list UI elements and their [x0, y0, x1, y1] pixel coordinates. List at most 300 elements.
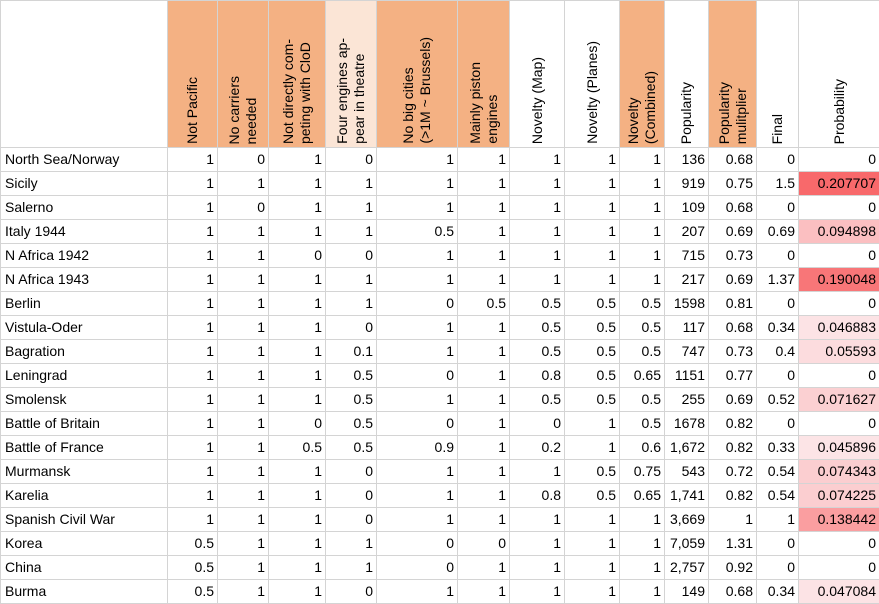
- column-header-no-big-cities[interactable]: [377, 1, 458, 148]
- cell-not-competing[interactable]: 1: [269, 556, 326, 580]
- table-row: [1, 292, 879, 316]
- cell-no-carriers[interactable]: 1: [218, 508, 269, 532]
- cell-four-engines[interactable]: 0: [326, 508, 377, 532]
- cell-no-big-cities[interactable]: 0.5: [377, 220, 458, 244]
- cell-no-big-cities[interactable]: 1: [377, 388, 458, 412]
- cell-popularity[interactable]: 747: [665, 340, 709, 364]
- cell-four-engines[interactable]: 0: [326, 244, 377, 268]
- cell-piston[interactable]: 1: [458, 364, 510, 388]
- row-name-cell[interactable]: Vistula-Oder: [1, 316, 168, 340]
- cell-final[interactable]: 0: [757, 364, 799, 388]
- cell-four-engines[interactable]: 0.5: [326, 412, 377, 436]
- cell-no-big-cities[interactable]: 1: [377, 340, 458, 364]
- cell-pop-mult[interactable]: 0.69: [709, 220, 757, 244]
- cell-novelty-map[interactable]: 0.5: [510, 340, 565, 364]
- cell-novelty-map[interactable]: 0.8: [510, 364, 565, 388]
- cell-no-carriers[interactable]: 1: [218, 220, 269, 244]
- cell-novelty-combined[interactable]: 1: [620, 268, 665, 292]
- cell-pop-mult[interactable]: 0.82: [709, 484, 757, 508]
- cell-final[interactable]: 0.34: [757, 316, 799, 340]
- cell-piston[interactable]: 1: [458, 268, 510, 292]
- cell-four-engines[interactable]: 0.5: [326, 364, 377, 388]
- row-name-cell[interactable]: Burma: [1, 580, 168, 604]
- column-header-pop-mult[interactable]: [709, 1, 757, 148]
- cell-not-pacific[interactable]: 1: [168, 172, 218, 196]
- cell-popularity[interactable]: 217: [665, 268, 709, 292]
- cell-novelty-map[interactable]: 0.8: [510, 484, 565, 508]
- table-row: [1, 436, 879, 460]
- cell-popularity[interactable]: 207: [665, 220, 709, 244]
- column-header-piston[interactable]: [458, 1, 510, 148]
- cell-no-big-cities[interactable]: 1: [377, 244, 458, 268]
- cell-novelty-combined[interactable]: 1: [620, 556, 665, 580]
- table-row: [1, 580, 879, 604]
- cell-popularity[interactable]: 543: [665, 460, 709, 484]
- column-header-label: engines: [484, 62, 501, 144]
- cell-not-competing[interactable]: 1: [269, 508, 326, 532]
- cell-not-pacific[interactable]: 0.5: [168, 580, 218, 604]
- cell-novelty-combined[interactable]: 0.5: [620, 316, 665, 340]
- cell-four-engines[interactable]: 1: [326, 292, 377, 316]
- cell-popularity[interactable]: 1,672: [665, 436, 709, 460]
- cell-no-big-cities[interactable]: 1: [377, 508, 458, 532]
- cell-novelty-planes[interactable]: 1: [565, 148, 620, 172]
- cell-four-engines[interactable]: 0: [326, 580, 377, 604]
- cell-four-engines[interactable]: 1: [326, 532, 377, 556]
- cell-novelty-combined[interactable]: 1: [620, 532, 665, 556]
- cell-pop-mult[interactable]: 0.75: [709, 172, 757, 196]
- cell-not-competing[interactable]: 1: [269, 388, 326, 412]
- cell-probability[interactable]: 0.046883: [799, 316, 879, 340]
- column-header-label: No carriers: [226, 76, 243, 144]
- cell-novelty-map[interactable]: 1: [510, 580, 565, 604]
- cell-probability[interactable]: 0: [799, 364, 879, 388]
- cell-no-big-cities[interactable]: 0: [377, 292, 458, 316]
- cell-final[interactable]: 0.4: [757, 340, 799, 364]
- cell-popularity[interactable]: 1,741: [665, 484, 709, 508]
- cell-no-big-cities[interactable]: 1: [377, 172, 458, 196]
- cell-final[interactable]: 0.69: [757, 220, 799, 244]
- cell-four-engines[interactable]: 0: [326, 148, 377, 172]
- cell-not-pacific[interactable]: 1: [168, 412, 218, 436]
- cell-final[interactable]: 0: [757, 244, 799, 268]
- cell-novelty-planes[interactable]: 1: [565, 436, 620, 460]
- cell-no-big-cities[interactable]: 1: [377, 148, 458, 172]
- column-header-novelty-map[interactable]: [510, 1, 565, 148]
- cell-piston[interactable]: 0: [458, 532, 510, 556]
- cell-not-competing[interactable]: 1: [269, 148, 326, 172]
- cell-novelty-combined[interactable]: 0.75: [620, 460, 665, 484]
- column-header-label: Novelty (Planes): [584, 41, 601, 144]
- cell-piston[interactable]: 1: [458, 580, 510, 604]
- column-header-label: Not Pacific: [184, 77, 201, 144]
- cell-no-big-cities[interactable]: 0: [377, 364, 458, 388]
- column-header-final[interactable]: [757, 1, 799, 148]
- cell-novelty-planes[interactable]: 1: [565, 580, 620, 604]
- cell-not-competing[interactable]: 0: [269, 412, 326, 436]
- cell-pop-mult[interactable]: 0.82: [709, 436, 757, 460]
- cell-probability[interactable]: 0.074343: [799, 460, 879, 484]
- cell-novelty-map[interactable]: 1: [510, 556, 565, 580]
- cell-probability[interactable]: 0.190048: [799, 268, 879, 292]
- column-header-not-competing[interactable]: [269, 1, 326, 148]
- cell-not-pacific[interactable]: 1: [168, 220, 218, 244]
- cell-novelty-combined[interactable]: 1: [620, 220, 665, 244]
- row-name-cell[interactable]: Smolensk: [1, 388, 168, 412]
- cell-no-carriers[interactable]: 1: [218, 436, 269, 460]
- cell-novelty-map[interactable]: 0.2: [510, 436, 565, 460]
- cell-not-competing[interactable]: 0: [269, 244, 326, 268]
- cell-probability[interactable]: 0.074225: [799, 484, 879, 508]
- cell-probability[interactable]: 0: [799, 244, 879, 268]
- cell-not-competing[interactable]: 1: [269, 292, 326, 316]
- row-name-cell[interactable]: Karelia: [1, 484, 168, 508]
- cell-four-engines[interactable]: 0.5: [326, 436, 377, 460]
- cell-no-carriers[interactable]: 1: [218, 364, 269, 388]
- cell-probability[interactable]: 0: [799, 148, 879, 172]
- cell-no-carriers[interactable]: 1: [218, 580, 269, 604]
- cell-piston[interactable]: 1: [458, 412, 510, 436]
- cell-novelty-map[interactable]: 0.5: [510, 388, 565, 412]
- cell-probability[interactable]: 0: [799, 412, 879, 436]
- cell-piston[interactable]: 1: [458, 148, 510, 172]
- cell-probability[interactable]: 0.05593: [799, 340, 879, 364]
- cell-not-competing[interactable]: 1: [269, 364, 326, 388]
- cell-piston[interactable]: 1: [458, 172, 510, 196]
- column-header-label: (Combined): [642, 71, 659, 144]
- cell-four-engines[interactable]: 0.1: [326, 340, 377, 364]
- cell-four-engines[interactable]: 1: [326, 172, 377, 196]
- row-name-cell[interactable]: Bagration: [1, 340, 168, 364]
- cell-novelty-map[interactable]: 1: [510, 268, 565, 292]
- cell-not-competing[interactable]: 1: [269, 580, 326, 604]
- cell-final[interactable]: 0.52: [757, 388, 799, 412]
- cell-popularity[interactable]: 1598: [665, 292, 709, 316]
- cell-probability[interactable]: 0: [799, 556, 879, 580]
- cell-popularity[interactable]: 1678: [665, 412, 709, 436]
- cell-no-carriers[interactable]: 1: [218, 484, 269, 508]
- cell-piston[interactable]: 1: [458, 388, 510, 412]
- cell-popularity[interactable]: 117: [665, 316, 709, 340]
- cell-novelty-combined[interactable]: 0.5: [620, 388, 665, 412]
- cell-pop-mult[interactable]: 0.73: [709, 244, 757, 268]
- row-name-cell[interactable]: China: [1, 556, 168, 580]
- cell-not-pacific[interactable]: 1: [168, 196, 218, 220]
- cell-popularity[interactable]: 715: [665, 244, 709, 268]
- cell-novelty-planes[interactable]: 0.5: [565, 316, 620, 340]
- cell-not-pacific[interactable]: 1: [168, 292, 218, 316]
- row-name-cell[interactable]: Berlin: [1, 292, 168, 316]
- cell-not-competing[interactable]: 1: [269, 172, 326, 196]
- cell-novelty-map[interactable]: 1: [510, 532, 565, 556]
- cell-novelty-map[interactable]: 0.5: [510, 316, 565, 340]
- cell-final[interactable]: 0: [757, 148, 799, 172]
- cell-pop-mult[interactable]: 0.68: [709, 316, 757, 340]
- column-header-label: needed: [243, 76, 260, 144]
- cell-no-carriers[interactable]: 1: [218, 412, 269, 436]
- cell-not-pacific[interactable]: 1: [168, 340, 218, 364]
- cell-popularity[interactable]: 255: [665, 388, 709, 412]
- column-header-label: peting with CloD: [297, 39, 314, 144]
- cell-novelty-map[interactable]: 0.5: [510, 292, 565, 316]
- cell-piston[interactable]: 1: [458, 460, 510, 484]
- cell-four-engines[interactable]: 1: [326, 196, 377, 220]
- cell-four-engines[interactable]: 0: [326, 316, 377, 340]
- cell-piston[interactable]: 1: [458, 340, 510, 364]
- cell-pop-mult[interactable]: 0.68: [709, 580, 757, 604]
- cell-no-carriers[interactable]: 1: [218, 244, 269, 268]
- cell-not-competing[interactable]: 1: [269, 532, 326, 556]
- cell-no-big-cities[interactable]: 0: [377, 412, 458, 436]
- cell-popularity[interactable]: 109: [665, 196, 709, 220]
- cell-pop-mult[interactable]: 0.68: [709, 196, 757, 220]
- cell-final[interactable]: 0.54: [757, 484, 799, 508]
- cell-probability[interactable]: 0: [799, 196, 879, 220]
- cell-novelty-map[interactable]: 1: [510, 172, 565, 196]
- cell-piston[interactable]: 1: [458, 436, 510, 460]
- cell-final[interactable]: 0.34: [757, 580, 799, 604]
- cell-piston[interactable]: 1: [458, 244, 510, 268]
- cell-no-big-cities[interactable]: 1: [377, 196, 458, 220]
- row-name-cell[interactable]: Murmansk: [1, 460, 168, 484]
- cell-probability[interactable]: 0.047084: [799, 580, 879, 604]
- cell-final[interactable]: 1: [757, 508, 799, 532]
- table-row: [1, 268, 879, 292]
- column-header-novelty-planes[interactable]: [565, 1, 620, 148]
- cell-piston[interactable]: 1: [458, 316, 510, 340]
- cell-not-pacific[interactable]: 1: [168, 148, 218, 172]
- cell-not-pacific[interactable]: 0.5: [168, 556, 218, 580]
- cell-pop-mult[interactable]: 0.72: [709, 460, 757, 484]
- cell-no-carriers[interactable]: 1: [218, 268, 269, 292]
- cell-pop-mult[interactable]: 0.69: [709, 268, 757, 292]
- cell-not-pacific[interactable]: 1: [168, 436, 218, 460]
- cell-novelty-planes[interactable]: 0.5: [565, 364, 620, 388]
- row-name-cell[interactable]: North Sea/Norway: [1, 148, 168, 172]
- row-name-cell[interactable]: N Africa 1942: [1, 244, 168, 268]
- column-header-not-pacific[interactable]: [168, 1, 218, 148]
- cell-no-big-cities[interactable]: 1: [377, 460, 458, 484]
- cell-not-competing[interactable]: 1: [269, 340, 326, 364]
- cell-novelty-planes[interactable]: 1: [565, 196, 620, 220]
- cell-probability[interactable]: 0.094898: [799, 220, 879, 244]
- cell-not-pacific[interactable]: 0.5: [168, 532, 218, 556]
- header-row: [1, 1, 879, 148]
- row-name-cell[interactable]: Salerno: [1, 196, 168, 220]
- column-header-popularity[interactable]: [665, 1, 709, 148]
- cell-four-engines[interactable]: 0: [326, 484, 377, 508]
- cell-novelty-combined[interactable]: 0.65: [620, 364, 665, 388]
- cell-novelty-combined[interactable]: 0.6: [620, 436, 665, 460]
- cell-piston[interactable]: 1: [458, 556, 510, 580]
- cell-pop-mult[interactable]: 0.82: [709, 412, 757, 436]
- cell-novelty-planes[interactable]: 0.5: [565, 292, 620, 316]
- row-name-cell[interactable]: Italy 1944: [1, 220, 168, 244]
- cell-pop-mult[interactable]: 1.31: [709, 532, 757, 556]
- cell-no-carriers[interactable]: 1: [218, 388, 269, 412]
- cell-probability[interactable]: 0.071627: [799, 388, 879, 412]
- cell-final[interactable]: 0: [757, 196, 799, 220]
- cell-popularity[interactable]: 1151: [665, 364, 709, 388]
- cell-novelty-planes[interactable]: 1: [565, 556, 620, 580]
- row-name-cell[interactable]: N Africa 1943: [1, 268, 168, 292]
- cell-pop-mult[interactable]: 0.68: [709, 148, 757, 172]
- cell-four-engines[interactable]: 0: [326, 460, 377, 484]
- table-row: [1, 172, 879, 196]
- row-name-cell[interactable]: Leningrad: [1, 364, 168, 388]
- table-row: [1, 484, 879, 508]
- cell-novelty-combined[interactable]: 0.5: [620, 412, 665, 436]
- cell-pop-mult[interactable]: 0.92: [709, 556, 757, 580]
- cell-probability[interactable]: 0: [799, 532, 879, 556]
- row-name-cell[interactable]: Korea: [1, 532, 168, 556]
- cell-piston[interactable]: 1: [458, 508, 510, 532]
- cell-novelty-planes[interactable]: 0.5: [565, 484, 620, 508]
- column-header-probability[interactable]: [799, 1, 879, 148]
- cell-not-competing[interactable]: 1: [269, 316, 326, 340]
- cell-no-carriers[interactable]: 0: [218, 148, 269, 172]
- cell-novelty-map[interactable]: 1: [510, 196, 565, 220]
- row-name-cell[interactable]: Sicily: [1, 172, 168, 196]
- cell-pop-mult[interactable]: 1: [709, 508, 757, 532]
- cell-novelty-map[interactable]: 1: [510, 508, 565, 532]
- cell-no-big-cities[interactable]: 0: [377, 532, 458, 556]
- cell-pop-mult[interactable]: 0.73: [709, 340, 757, 364]
- cell-no-carriers[interactable]: 0: [218, 196, 269, 220]
- cell-not-pacific[interactable]: 1: [168, 460, 218, 484]
- cell-novelty-planes[interactable]: 1: [565, 268, 620, 292]
- cell-novelty-planes[interactable]: 0.5: [565, 460, 620, 484]
- cell-no-carriers[interactable]: 1: [218, 292, 269, 316]
- cell-four-engines[interactable]: 1: [326, 556, 377, 580]
- cell-novelty-map[interactable]: 1: [510, 148, 565, 172]
- cell-final[interactable]: 0: [757, 532, 799, 556]
- cell-no-carriers[interactable]: 1: [218, 460, 269, 484]
- cell-not-pacific[interactable]: 1: [168, 268, 218, 292]
- cell-no-carriers[interactable]: 1: [218, 556, 269, 580]
- cell-novelty-combined[interactable]: 1: [620, 580, 665, 604]
- column-header-name[interactable]: [1, 1, 168, 148]
- cell-novelty-combined[interactable]: 1: [620, 148, 665, 172]
- cell-pop-mult[interactable]: 0.81: [709, 292, 757, 316]
- cell-popularity[interactable]: 149: [665, 580, 709, 604]
- cell-novelty-combined[interactable]: 0.5: [620, 292, 665, 316]
- cell-popularity[interactable]: 3,669: [665, 508, 709, 532]
- cell-novelty-combined[interactable]: 0.65: [620, 484, 665, 508]
- cell-novelty-planes[interactable]: 1: [565, 220, 620, 244]
- cell-piston[interactable]: 1: [458, 484, 510, 508]
- cell-not-pacific[interactable]: 1: [168, 316, 218, 340]
- cell-novelty-planes[interactable]: 1: [565, 172, 620, 196]
- cell-popularity[interactable]: 2,757: [665, 556, 709, 580]
- cell-probability[interactable]: 0: [799, 292, 879, 316]
- cell-no-carriers[interactable]: 1: [218, 172, 269, 196]
- column-header-label: Final: [769, 114, 786, 144]
- cell-no-big-cities[interactable]: 1: [377, 484, 458, 508]
- cell-final[interactable]: 1.5: [757, 172, 799, 196]
- cell-final[interactable]: 0: [757, 412, 799, 436]
- cell-final[interactable]: 0: [757, 556, 799, 580]
- cell-not-competing[interactable]: 1: [269, 460, 326, 484]
- cell-popularity[interactable]: 7,059: [665, 532, 709, 556]
- table-row: [1, 532, 879, 556]
- row-name-cell[interactable]: Battle of Britain: [1, 412, 168, 436]
- cell-no-carriers[interactable]: 1: [218, 532, 269, 556]
- cell-not-competing[interactable]: 0.5: [269, 436, 326, 460]
- cell-not-competing[interactable]: 1: [269, 268, 326, 292]
- cell-final[interactable]: 0: [757, 292, 799, 316]
- cell-not-competing[interactable]: 1: [269, 196, 326, 220]
- column-header-four-engines[interactable]: [326, 1, 377, 148]
- column-header-label: Not directly com-: [280, 39, 297, 144]
- cell-not-pacific[interactable]: 1: [168, 388, 218, 412]
- cell-novelty-planes[interactable]: 0.5: [565, 388, 620, 412]
- cell-novelty-combined[interactable]: 1: [620, 508, 665, 532]
- cell-novelty-combined[interactable]: 1: [620, 172, 665, 196]
- cell-probability[interactable]: 0.138442: [799, 508, 879, 532]
- cell-no-big-cities[interactable]: 0: [377, 556, 458, 580]
- cell-novelty-planes[interactable]: 1: [565, 412, 620, 436]
- cell-no-carriers[interactable]: 1: [218, 340, 269, 364]
- cell-novelty-map[interactable]: 0: [510, 412, 565, 436]
- column-header-novelty-combined[interactable]: [620, 1, 665, 148]
- cell-piston[interactable]: 1: [458, 220, 510, 244]
- cell-piston[interactable]: 1: [458, 196, 510, 220]
- cell-novelty-combined[interactable]: 1: [620, 244, 665, 268]
- cell-not-competing[interactable]: 1: [269, 484, 326, 508]
- cell-novelty-map[interactable]: 1: [510, 460, 565, 484]
- cell-final[interactable]: 0.54: [757, 460, 799, 484]
- column-header-label: Probability: [831, 79, 848, 144]
- cell-novelty-planes[interactable]: 1: [565, 508, 620, 532]
- row-name-cell[interactable]: Battle of France: [1, 436, 168, 460]
- cell-novelty-planes[interactable]: 1: [565, 244, 620, 268]
- cell-not-pacific[interactable]: 1: [168, 484, 218, 508]
- cell-not-competing[interactable]: 1: [269, 220, 326, 244]
- column-header-no-carriers[interactable]: [218, 1, 269, 148]
- cell-final[interactable]: 0.33: [757, 436, 799, 460]
- cell-no-big-cities[interactable]: 0.9: [377, 436, 458, 460]
- cell-four-engines[interactable]: 1: [326, 220, 377, 244]
- cell-no-big-cities[interactable]: 1: [377, 268, 458, 292]
- cell-pop-mult[interactable]: 0.77: [709, 364, 757, 388]
- cell-no-big-cities[interactable]: 1: [377, 316, 458, 340]
- cell-not-pacific[interactable]: 1: [168, 508, 218, 532]
- cell-four-engines[interactable]: 0.5: [326, 388, 377, 412]
- cell-probability[interactable]: 0.207707: [799, 172, 879, 196]
- cell-novelty-planes[interactable]: 0.5: [565, 340, 620, 364]
- cell-probability[interactable]: 0.045896: [799, 436, 879, 460]
- cell-novelty-map[interactable]: 1: [510, 220, 565, 244]
- cell-popularity[interactable]: 919: [665, 172, 709, 196]
- cell-novelty-combined[interactable]: 1: [620, 196, 665, 220]
- table-row: [1, 220, 879, 244]
- cell-novelty-map[interactable]: 1: [510, 244, 565, 268]
- cell-no-carriers[interactable]: 1: [218, 316, 269, 340]
- cell-not-pacific[interactable]: 1: [168, 364, 218, 388]
- row-name-cell[interactable]: Spanish Civil War: [1, 508, 168, 532]
- cell-novelty-planes[interactable]: 1: [565, 532, 620, 556]
- table-row: [1, 508, 879, 532]
- cell-four-engines[interactable]: 1: [326, 268, 377, 292]
- cell-piston[interactable]: 0.5: [458, 292, 510, 316]
- cell-popularity[interactable]: 136: [665, 148, 709, 172]
- cell-final[interactable]: 1.37: [757, 268, 799, 292]
- cell-not-pacific[interactable]: 1: [168, 244, 218, 268]
- cell-pop-mult[interactable]: 0.69: [709, 388, 757, 412]
- cell-novelty-combined[interactable]: 0.5: [620, 340, 665, 364]
- cell-no-big-cities[interactable]: 1: [377, 580, 458, 604]
